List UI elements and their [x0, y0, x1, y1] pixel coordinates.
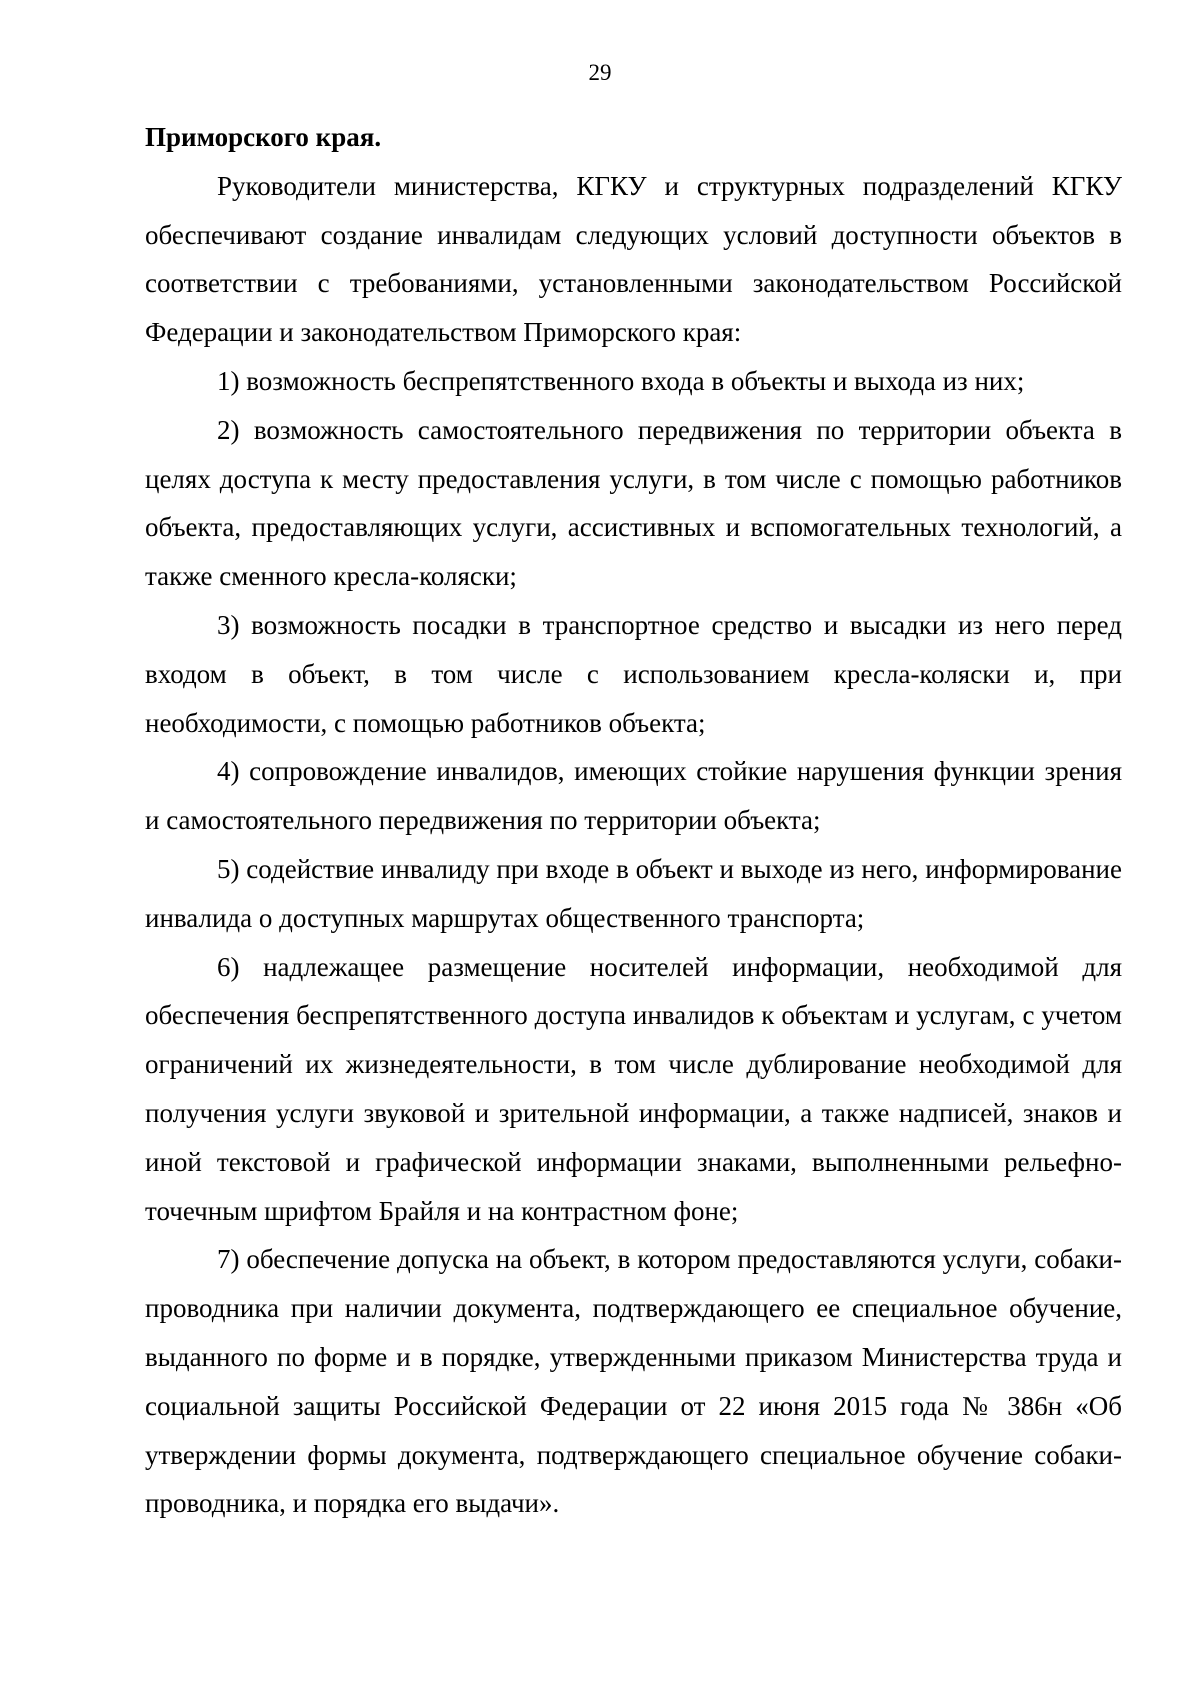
list-item: 1) возможность беспрепятственного входа в объекты и выхода из них; — [217, 365, 1025, 396]
list-item: 4) сопровождение инвалидов, имеющих стойкие нарушения функции зрения и самостоятельного передвижения по территории объекта; — [145, 756, 1122, 836]
list-item: 5) содействие инвалиду при входе в объект и выходе из него, информирование инвалида о доступных маршрутах общественного транспорта; — [145, 853, 1122, 933]
intro-paragraph: Руководители министерства, КГКУ и структурных подразделений КГКУ обеспечивают создание инвалидам следующих условий доступности объектов в соответствии с требованиями, установленными законодательством Российской Федерации и законодательством Приморского края: — [145, 170, 1122, 348]
list-item: 6) надлежащее размещение носителей информации, необходимой для обеспечения беспрепятственного доступа инвалидов к объектам и услугам, с учетом ограничений их жизнедеятельности, в том числе дублирование необходимой для получения услуги звуковой и зрительной информации, а также надписей, знаков и иной текстовой и графической информации знаками, выполненными рельефно-точечным шрифтом Брайля и на контрастном фоне; — [145, 951, 1122, 1226]
list-item: 3) возможность посадки в транспортное средство и высадки из него перед входом в объект, в том числе с использованием кресла-коляски и, при необходимости, с помощью работников объекта; — [145, 609, 1122, 738]
list-item: 7) обеспечение допуска на объект, в котором предоставляются услуги, собаки-проводника при наличии документа, подтверждающего ее специальное обучение, выданного по форме и в порядке, утвержденными приказом Министерства труда и социальной защиты Российской Федерации от 22 июня 2015 года № 386н «Об утверждении формы документа, подтверждающего специальное обучение собаки-проводника, и порядка его выдачи». — [145, 1244, 1122, 1519]
page-number: 29 — [588, 60, 612, 85]
section-heading: Приморского края. — [145, 122, 382, 152]
document-body — [145, 113, 1122, 1528]
list-item: 2) возможность самостоятельного передвижения по территории объекта в целях доступа к месту предоставления услуги, в том числе с помощью работников объекта, предоставляющих услуги, ассистивных и вспомогательных технологий, а также сменного кресла-коляски; — [145, 414, 1122, 592]
